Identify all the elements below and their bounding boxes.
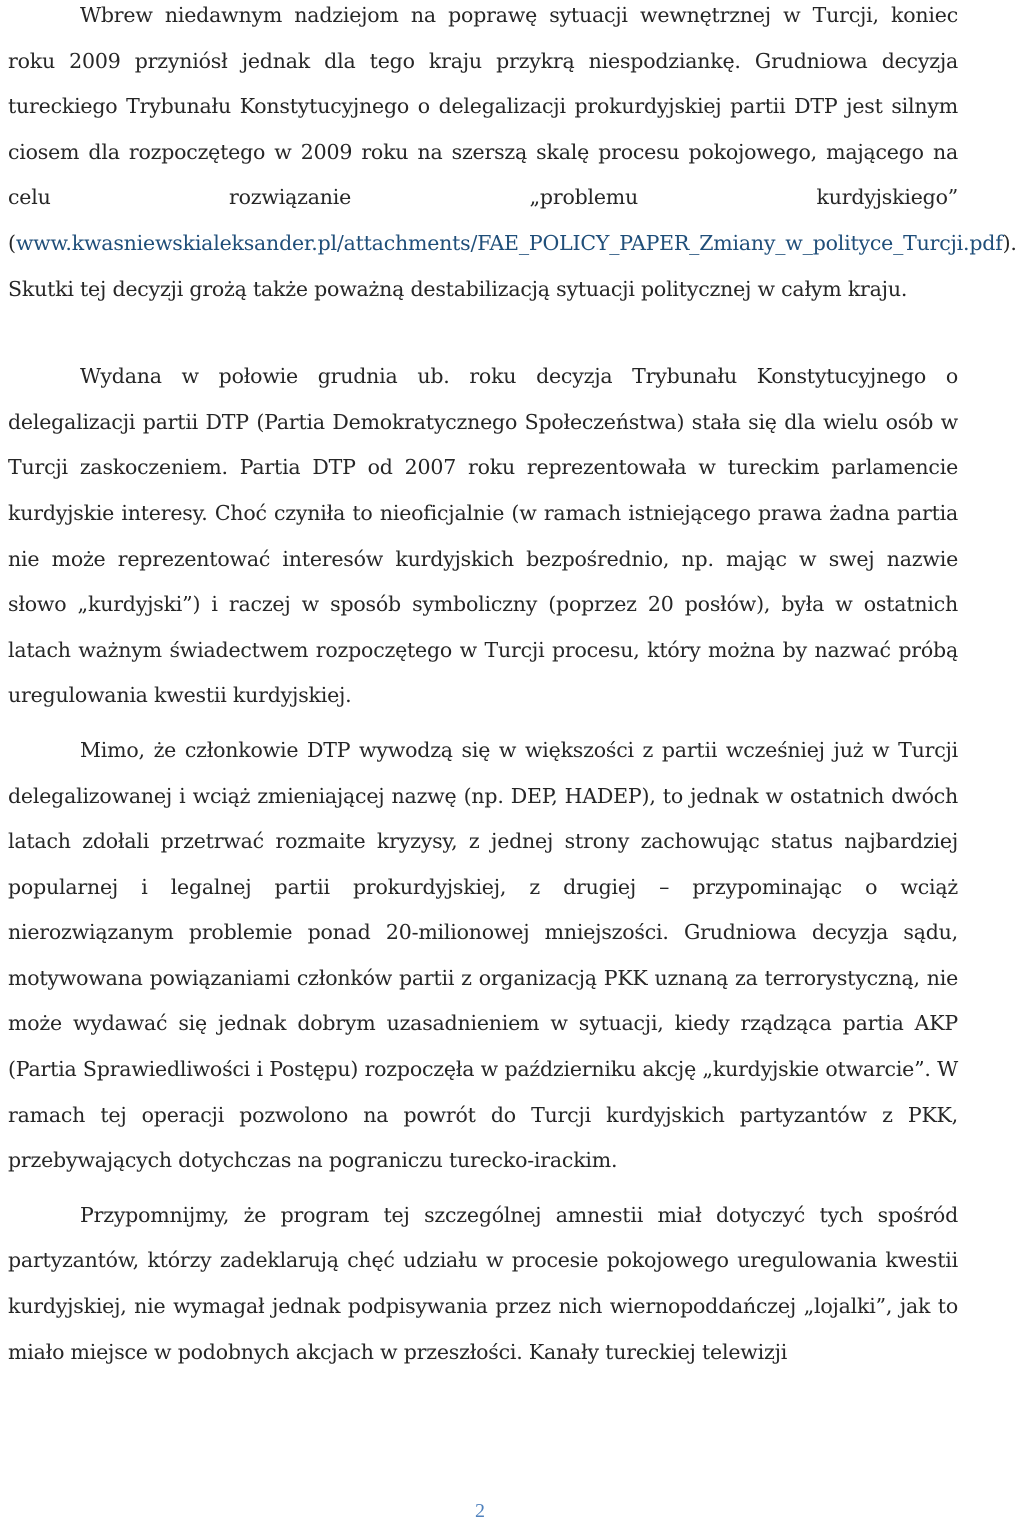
paragraph-1-text-end: ). Skutki tej decyzji grożą także poważną destabilizacją sytuacji politycznej w całym kraju. [8, 230, 1017, 301]
paragraph-2: Wydana w połowie grudnia ub. roku decyzja Trybunału Konstytucyjnego o delegalizacji partii DTP (Partia Demokratycznego Społeczeństwa) stała się dla wielu osób w Turcji zaskoczeniem. Partia DTP od 2007 roku reprezentowała w tureckim parlamencie kurdyjskie interesy. Choć czyniła to nieoficjalnie (w ramach istniejącego prawa żadna partia nie może reprezentować interesów kurdyjskich bezpośrednio, np. mając w swej nazwie słowo „kurdyjski”) i raczej w sposób symboliczny (poprzez 20 posłów), była w ostatnich latach ważnym świadectwem rozpoczętego w Turcji procesu, który można by nazwać próbą uregulowania kwestii kurdyjskiej. [8, 364, 958, 708]
reference-link[interactable]: www.kwasniewskialeksander.pl/attachments/FAE_POLICY_PAPER_Zmiany_w_polityce_Turcji.pdf [15, 230, 1003, 255]
paragraph-4: Przypomnijmy, że program tej szczególnej amnestii miał dotyczyć tych spośród partyzantów, którzy zadeklarują chęć udziału w procesie pokojowego uregulowania kwestii kurdyjskiej, nie wymagał jednak podpisywania przez nich wiernopoddańczej „lojalki”, jak to miało miejsce w podobnych akcjach w przeszłości. Kanały tureckiej telewizji [8, 1202, 958, 1364]
document-page [8, 0, 1017, 1375]
paragraph-1 [8, 0, 1017, 312]
paragraph-3: Mimo, że członkowie DTP wywodzą się w większości z partii wcześniej już w Turcji delegalizowanej i wciąż zmieniającej nazwę (np. DEP, HADEP), to jednak w ostatnich dwóch latach zdołali przetrwać rozmaite kryzysy, z jednej strony zachowując status najbardziej popularnej i legalnej partii prokurdyjskiej, z drugiej – przypominając o wciąż nierozwiązanym problemie ponad 20-milionowej mniejszości. Grudniowa decyzja sądu, motywowana powiązaniami członków partii z organizacją PKK uznaną za terrorystyczną, nie może wydawać się jednak dobrym uzasadnieniem w sytuacji, kiedy rządząca partia AKP (Partia Sprawiedliwości i Postępu) rozpoczęła w październiku akcję „kurdyjskie otwarcie”. W ramach tej operacji pozwolono na powrót do Turcji kurdyjskich partyzantów z PKK, przebywających dotychczas na pograniczu turecko-irackim. [8, 737, 958, 1173]
paragraph-1-text-start: Wbrew niedawnym nadziejom na poprawę sytuacji wewnętrznej w Turcji, koniec roku 2009 przyniósł jednak dla tego kraju przykrą niespodziankę. Grudniowa decyzja tureckiego Trybunału Konstytucyjnego o delegalizacji prokurdyjskiej partii DTP jest silnym ciosem dla rozpoczętego w 2009 roku na szerszą skalę procesu pokojowego, mającego na celu rozwiązanie „problemu kurdyjskiego” ( [8, 3, 958, 255]
page-number: 2 [475, 1500, 485, 1522]
